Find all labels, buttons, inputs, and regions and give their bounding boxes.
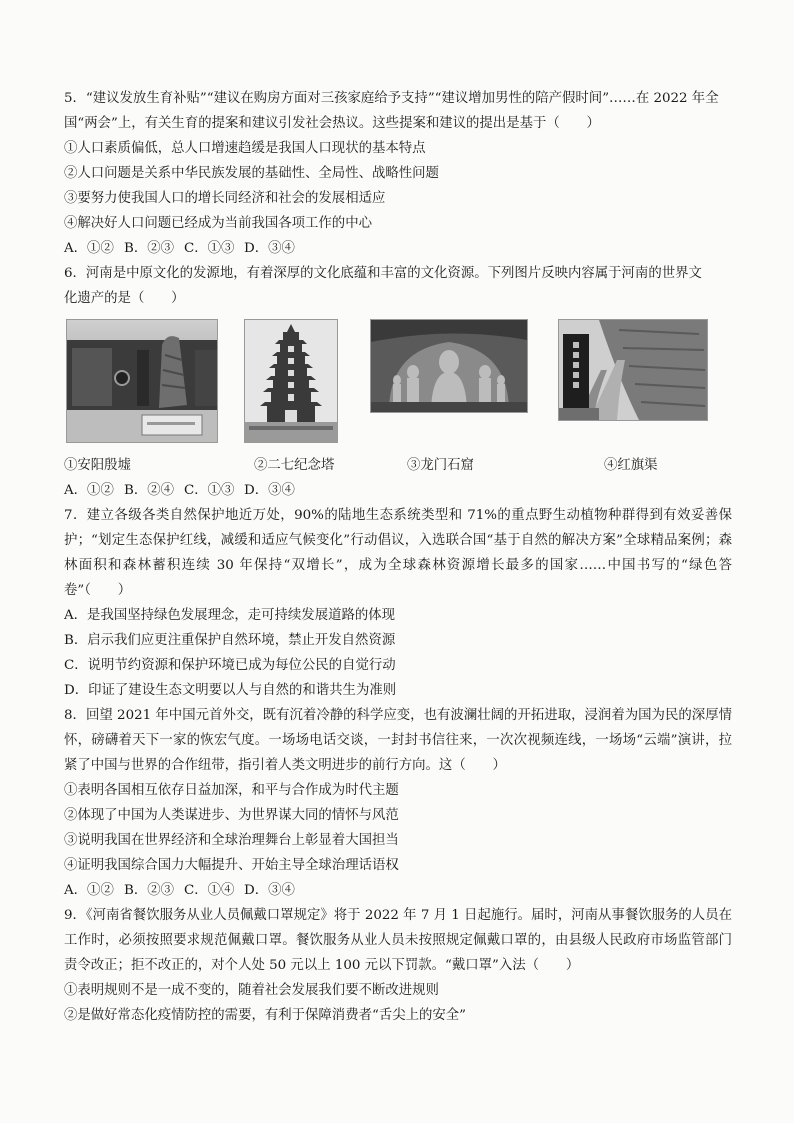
q7-option-c[interactable]: C．说明节约资源和保护环境已成为每位公民的自觉行动 <box>64 658 396 673</box>
q5-statement-1: ①人口素质偏低，总人口增速趋缓是我国人口现状的基本特点 <box>64 141 426 156</box>
q6-stem-line-1: 6．河南是中原文化的发源地，有着深厚的文化底蕴和丰富的文化资源。下列图片反映内容属于河南的世界文 <box>64 266 702 281</box>
q7-stem: 7．建立各级各类自然保护地近万处，90%的陆地生态系统类型和 71%的重点野生动植物种群得到有效妥善保护；“划定生态保护红线，减缓和适应气候变化”行动倡议，入选联合国“基于自然的解决方案”全球精品案例；森林面积和森林蓄积连续 30 年保持“双增长”，成为全球森林资源增长最多的国家……中国书写的“绿色答卷”（ ） <box>64 508 732 598</box>
q8-option-b[interactable]: B．②③ <box>124 883 175 898</box>
q8-statement-1: ①表明各国相互依存日益加深，和平与合作成为时代主题 <box>64 783 399 798</box>
q5-options <box>64 236 732 261</box>
q6-option-b[interactable]: B．②④ <box>124 483 175 498</box>
q5-statement-3: ③要努力使我国人口的增长同经济和社会的发展相适应 <box>64 191 386 206</box>
q6-caption-4: ④红旗渠 <box>604 458 658 473</box>
q9-statement-2: ②是做好常态化疫情防控的需要，有利于保障消费者“舌尖上的安全” <box>64 1008 467 1023</box>
question-9 <box>64 903 732 1028</box>
q6-figure-row <box>64 319 732 454</box>
q9-statement-1: ①表明规则不是一成不变的，随着社会发展我们要不断改进规则 <box>64 983 439 998</box>
q6-options <box>64 478 732 503</box>
q6-option-d[interactable]: D．③④ <box>244 483 295 498</box>
q7-option-a[interactable]: A．是我国坚持绿色发展理念，走可持续发展道路的体现 <box>64 608 396 623</box>
figure-anyang-yinxu <box>66 319 218 443</box>
q5-stem-line-2: 国“两会”上，有关生育的提案和建议引发社会热议。这些提案和建议的提出是基于（ ） <box>64 116 600 131</box>
q7-option-d[interactable]: D．印证了建设生态文明要以人与自然的和谐共生为准则 <box>64 683 397 698</box>
q5-option-a[interactable]: A．①② <box>64 241 114 256</box>
q8-option-a[interactable]: A．①② <box>64 883 114 898</box>
q5-statement-2: ②人口问题是关系中华民族发展的基础性、全局性、战略性问题 <box>64 166 439 181</box>
figure-longmen-grottoes <box>370 319 528 413</box>
question-8 <box>64 703 732 903</box>
q6-option-c[interactable]: C．①③ <box>184 483 235 498</box>
question-5 <box>64 86 732 261</box>
q8-options <box>64 878 732 903</box>
q6-stem-line-2: 化遗产的是（ ） <box>64 291 185 306</box>
q7-option-b[interactable]: B．启示我们应更注重保护自然环境，禁止开发自然资源 <box>64 633 396 648</box>
q6-caption-row <box>64 454 732 478</box>
q6-caption-1: ①安阳殷墟 <box>64 458 131 473</box>
q5-statement-4: ④解决好人口问题已经成为当前我国各项工作的中心 <box>64 216 372 231</box>
q9-stem: 9．《河南省餐饮服务从业人员佩戴口罩规定》将于 2022 年 7 月 1 日起施行。届时，河南从事餐饮服务的人员在工作时，必须按照要求规范佩戴口罩。餐饮服务从业人员未按照规定佩戴口罩的，由县级人民政府市场监管部门责令改正；拒不改正的，对个人处 50 元以上 100 元以下罚款。“戴口罩”入法（ ） <box>64 908 732 973</box>
figure-red-flag-canal <box>558 319 708 421</box>
q5-option-b[interactable]: B．②③ <box>124 241 175 256</box>
q8-statement-3: ③说明我国在世界经济和全球治理舞台上彰显着大国担当 <box>64 833 399 848</box>
q6-option-a[interactable]: A．①② <box>64 483 114 498</box>
q8-option-c[interactable]: C．①④ <box>184 883 235 898</box>
question-6 <box>64 261 732 503</box>
q8-statement-4: ④证明我国综合国力大幅提升、开始主导全球治理话语权 <box>64 858 399 873</box>
q8-option-d[interactable]: D．③④ <box>244 883 295 898</box>
question-7 <box>64 503 732 703</box>
q8-statement-2: ②体现了中国为人类谋进步、为世界谋大同的情怀与风范 <box>64 808 399 823</box>
q8-stem: 8．回望 2021 年中国元首外交，既有沉着冷静的科学应变，也有波澜壮阔的开拓进取，浸润着为国为民的深厚情怀，磅礴着天下一家的恢宏气度。一场场电话交谈，一封封书信往来，一次次视频连线，一场场“云端”演讲，拉紧了中国与世界的合作纽带，指引着人类文明进步的前行方向。这（ ） <box>64 708 732 773</box>
q6-caption-2: ②二七纪念塔 <box>254 458 335 473</box>
q5-stem-line-1: 5．“建议发放生育补贴”“建议在购房方面对三孩家庭给予支持”“建议增加男性的陪产假时间”……在 2022 年全 <box>64 91 719 106</box>
q5-option-d[interactable]: D．③④ <box>244 241 295 256</box>
q5-option-c[interactable]: C．①③ <box>184 241 235 256</box>
q6-caption-3: ③龙门石窟 <box>407 458 474 473</box>
figure-erqi-tower <box>244 319 338 443</box>
